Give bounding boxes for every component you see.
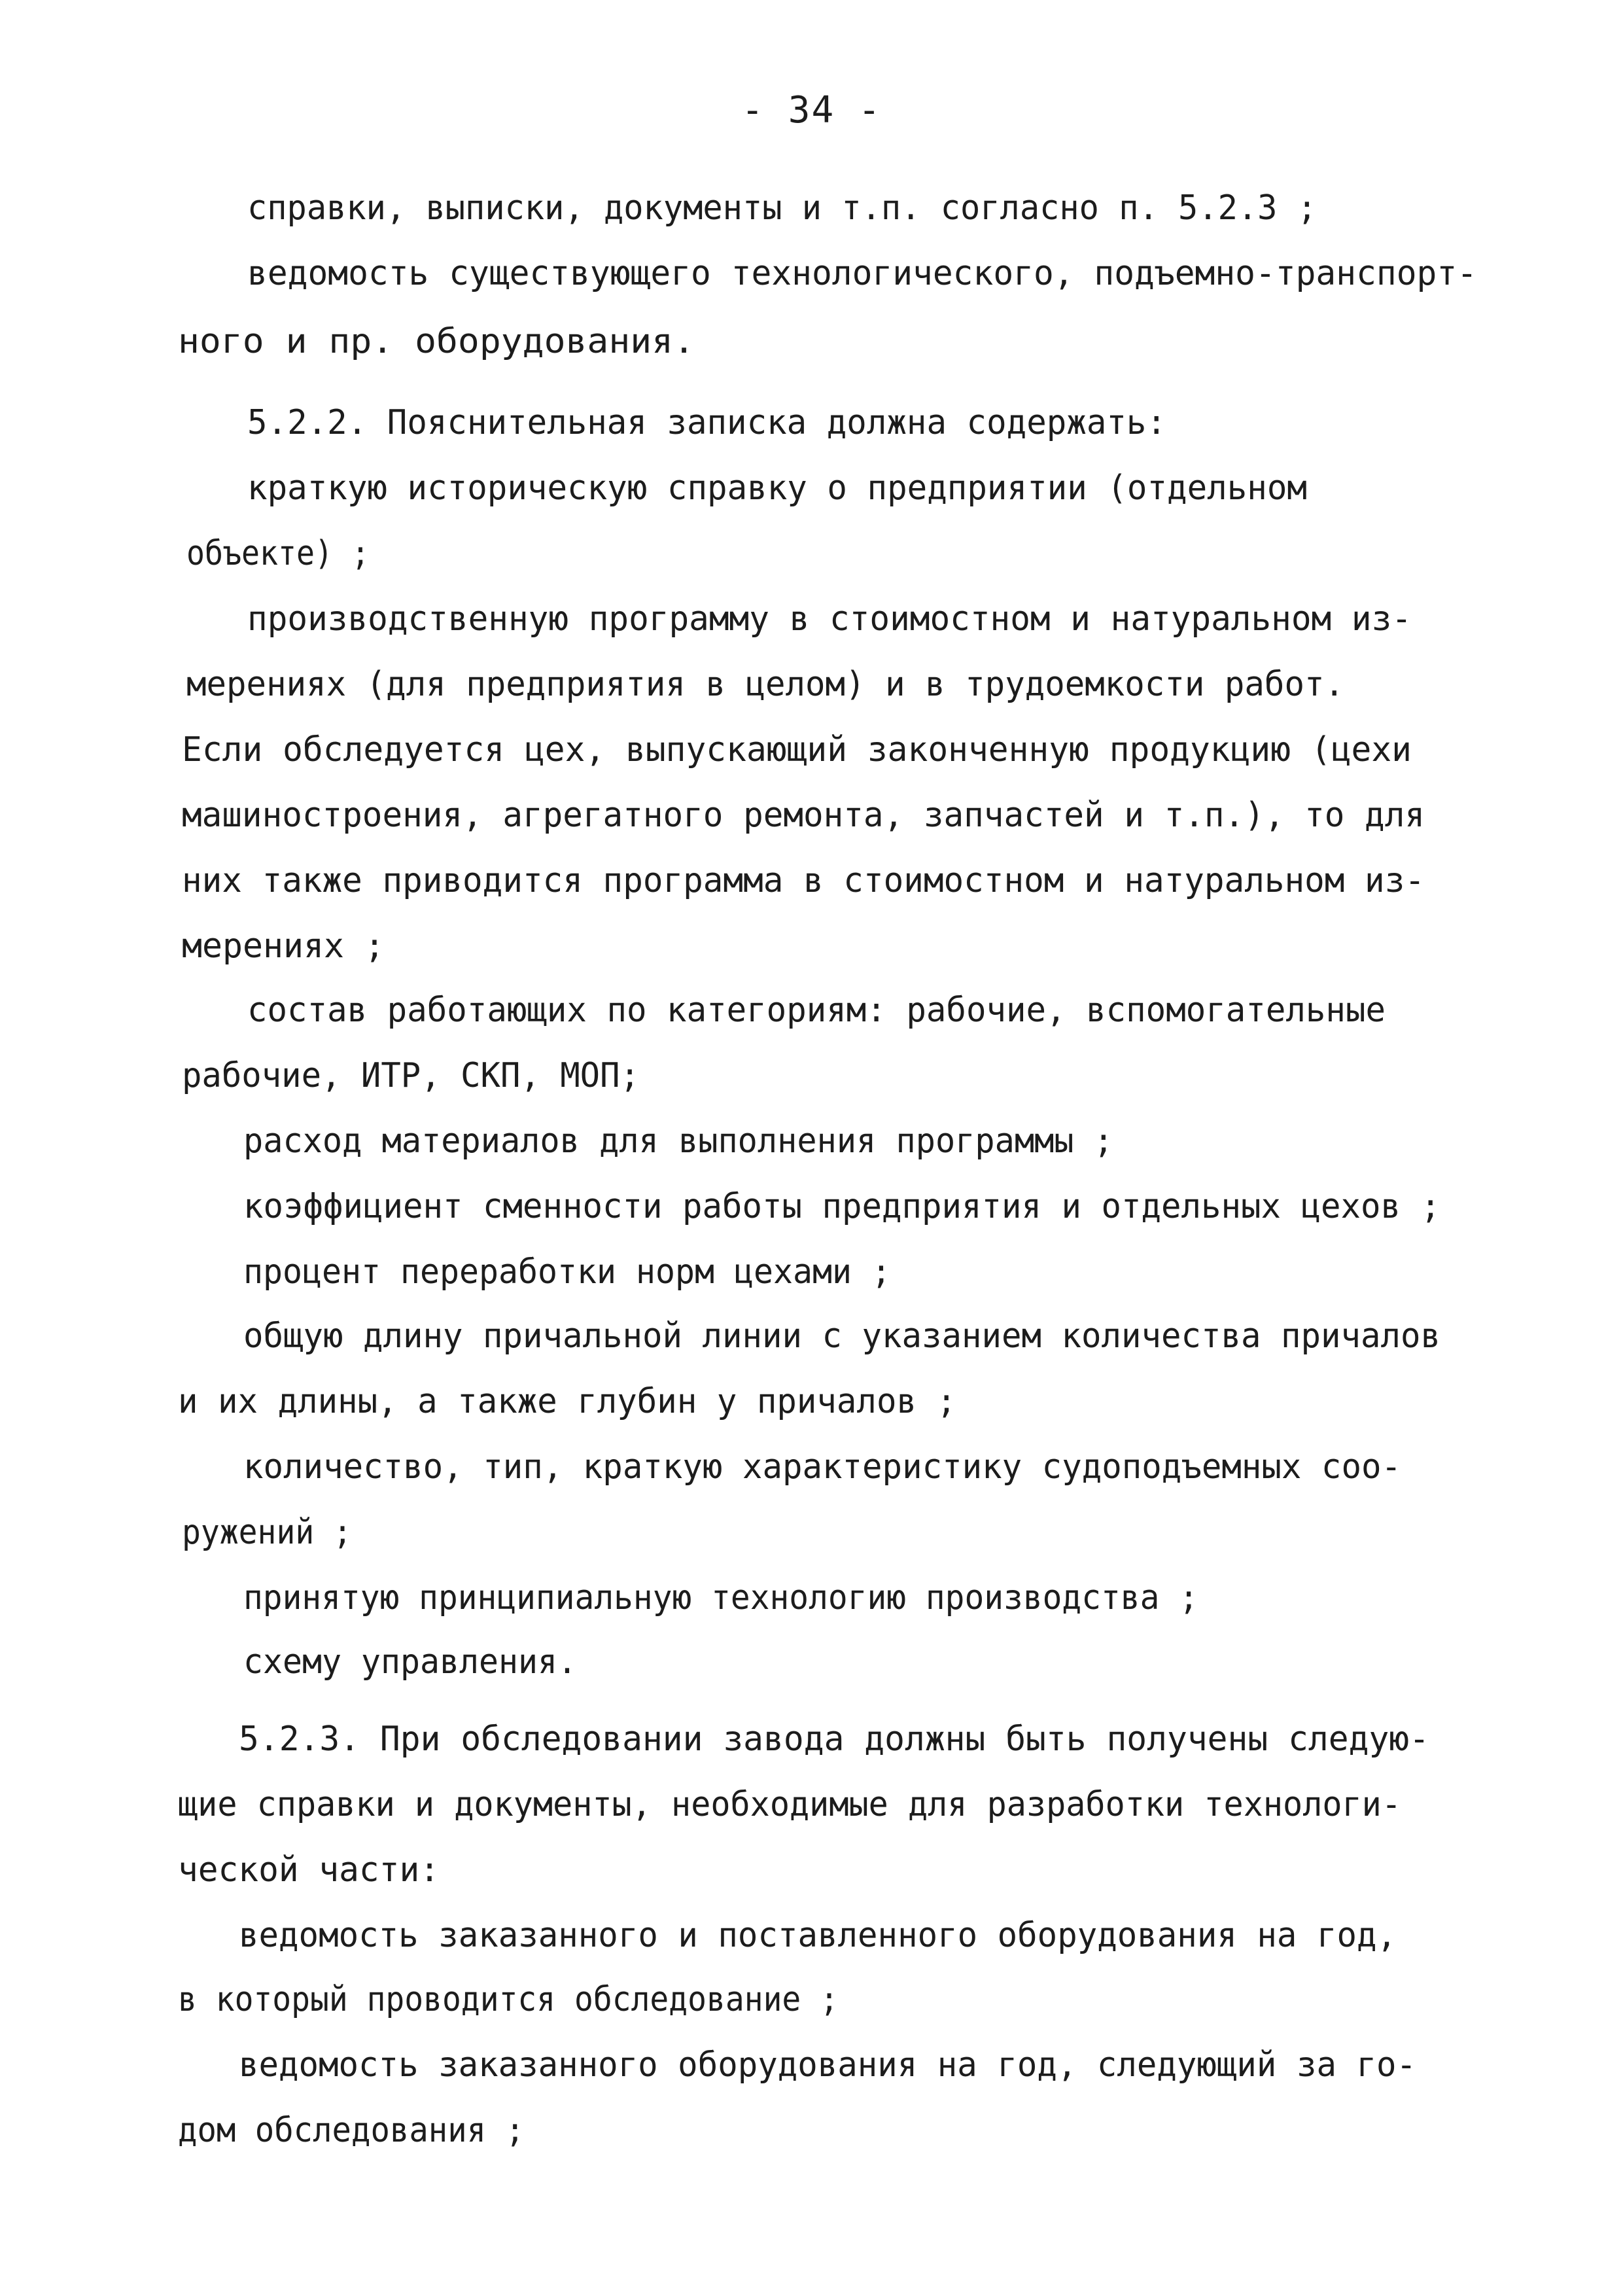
text-line: в который проводится обследование ; — [178, 1980, 839, 2019]
text-line: краткую историческую справку о предприятии (отдельном — [247, 468, 1307, 508]
text-line: ведомость заказанного и поставленного оборудования на год, — [239, 1916, 1397, 1955]
text-line: дом обследования ; — [178, 2111, 525, 2150]
text-line: щие справки и документы, необходимые для разработки технологи- — [178, 1785, 1401, 1824]
text-line: количество, тип, краткую характеристику судоподъемных соо- — [243, 1447, 1401, 1487]
text-line: производственную программу в стоимостном и натуральном из- — [247, 599, 1412, 639]
text-line: схему управления. — [243, 1642, 577, 1682]
text-line: справки, выписки, документы и т.п. согласно п. 5.2.3 ; — [247, 188, 1317, 228]
text-line: ведомость заказанного оборудования на год, следующий за го- — [239, 2045, 1416, 2085]
text-line: общую длину причальной линии с указанием количества причалов — [243, 1316, 1440, 1356]
text-line: мерениях ; — [182, 927, 385, 966]
text-line: мерениях (для предприятия в целом) и в трудоемкости работ. — [186, 665, 1344, 704]
text-line: объекте) ; — [186, 534, 370, 573]
text-line: коэффициент сменности работы предприятия и отдельных цехов ; — [243, 1187, 1440, 1226]
text-line: расход материалов для выполнения программы ; — [243, 1122, 1113, 1161]
text-line: принятую принципиальную технологию производства ; — [243, 1578, 1198, 1617]
text-line: ческой части: — [178, 1850, 440, 1890]
text-line: ружений ; — [182, 1513, 352, 1552]
text-line: них также приводится программа в стоимостном и натуральном из- — [182, 861, 1425, 900]
text-line: 5.2.2. Пояснительная записка должна содержать: — [247, 403, 1166, 442]
page-number: - 34 - — [741, 89, 882, 132]
text-line: ведомость существующего технологического, подъемно-транспорт- — [247, 254, 1477, 293]
text-line: ного и пр. оборудования. — [178, 322, 695, 361]
text-line: и их длины, а также глубин у причалов ; — [178, 1382, 956, 1421]
text-line: состав работающих по категориям: рабочие, вспомогательные — [247, 991, 1386, 1030]
text-line: 5.2.3. При обследовании завода должны быть получены следую- — [239, 1720, 1429, 1759]
text-line: процент переработки норм цехами ; — [243, 1252, 891, 1292]
text-line: машиностроения, агрегатного ремонта, запчастей и т.п.), то для — [182, 796, 1425, 835]
text-line: Если обследуется цех, выпускающий законченную продукцию (цехи — [182, 730, 1412, 769]
text-line: рабочие, ИТР, СКП, МОП; — [182, 1056, 640, 1095]
